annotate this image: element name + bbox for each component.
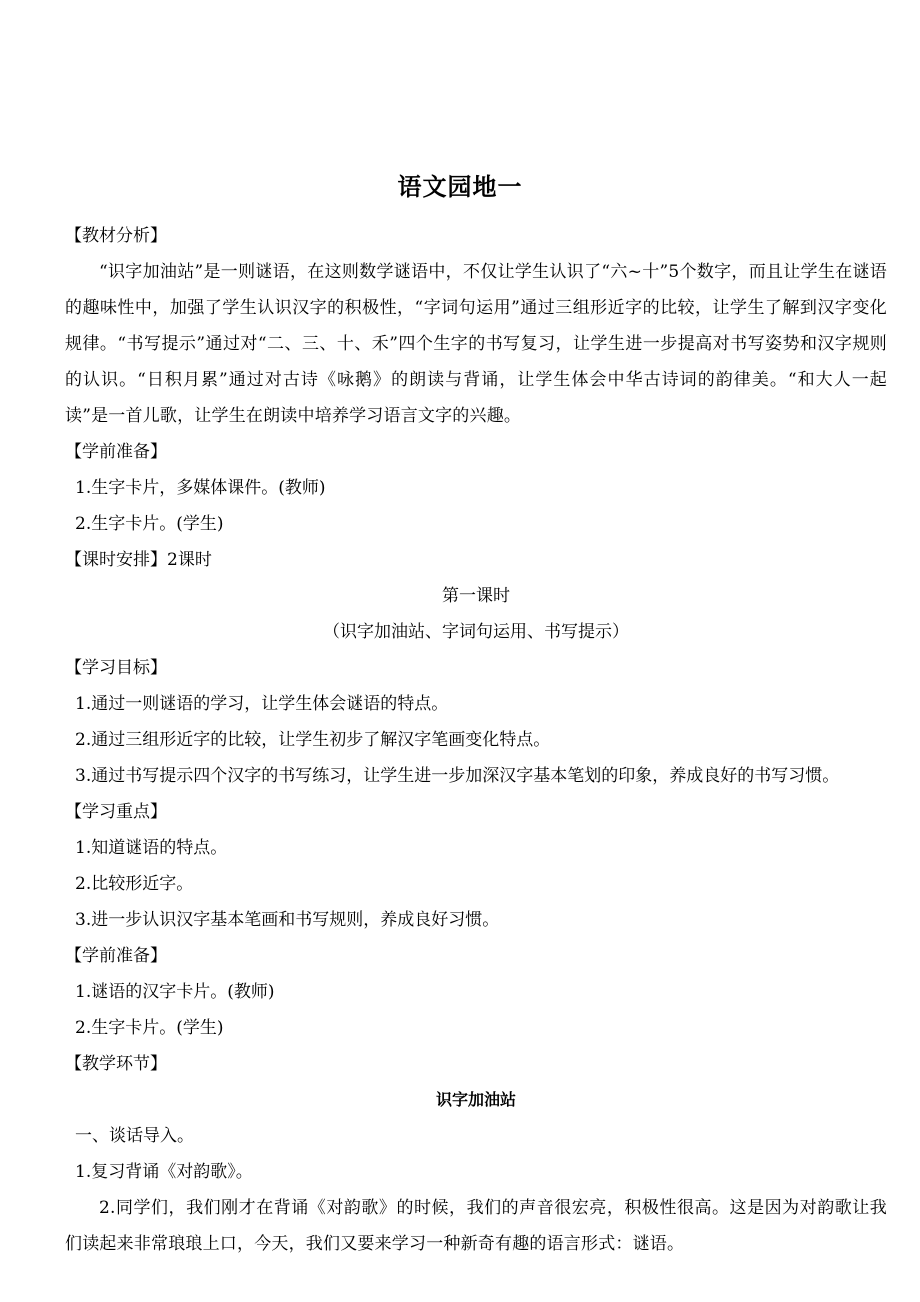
goal-item: 1.通过一则谜语的学习，让学生体会谜语的特点。 — [75, 694, 449, 714]
focus-item: 1.知道谜语的特点。 — [75, 838, 228, 858]
steps-heading: 【教学环节】 — [65, 1054, 167, 1074]
analysis-heading: 【教材分析】 — [65, 226, 167, 246]
focus-heading: 【学习重点】 — [65, 802, 167, 822]
steps-subtitle: 识字加油站 — [435, 1090, 516, 1109]
prep-item-2: 1.谜语的汉字卡片。(教师) — [75, 982, 275, 1002]
document-title: 语文园地一 — [397, 173, 523, 201]
step-item: 一、谈话导入。 — [75, 1126, 194, 1146]
lesson-subtitle: （识字加油站、字词句运用、书写提示） — [323, 622, 629, 642]
prep-item: 2.生字卡片。(学生) — [75, 514, 224, 534]
goal-item: 3.通过书写提示四个汉字的书写练习，让学生进一步加深汉字基本笔划的印象，养成良好的书写习惯。 — [75, 766, 840, 786]
focus-item: 2.比较形近字。 — [75, 874, 194, 894]
prep-heading-2: 【学前准备】 — [65, 946, 167, 966]
lesson-title: 第一课时 — [442, 586, 510, 606]
document-body — [65, 218, 887, 1262]
goal-item: 2.通过三组形近字的比较，让学生初步了解汉字笔画变化特点。 — [75, 730, 551, 750]
prep-item-2: 2.生字卡片。(学生) — [75, 1018, 224, 1038]
focus-item: 3.进一步认识汉字基本笔画和书写规则，养成良好习惯。 — [75, 910, 500, 930]
step-paragraph: 2.同学们，我们刚才在背诵《对韵歌》的时候，我们的声音很宏亮，积极性很高。这是因为对韵歌让我们读起来非常琅琅上口，今天，我们又要来学习一种新奇有趣的语言形式：谜语。 — [65, 1198, 887, 1254]
goals-heading: 【学习目标】 — [65, 658, 167, 678]
prep-item: 1.生字卡片，多媒体课件。(教师) — [75, 478, 326, 498]
analysis-paragraph: “识字加油站”是一则谜语，在这则数学谜语中，不仅让学生认识了“六~十”5个数字，而且让学生在谜语的趣味性中，加强了学生认识汉字的积极性，“字词句运用”通过三组形近字的比较，让学生了解到汉字变化规律。“书写提示”通过对“二、三、十、禾”四个生字的书写复习，让学生进一步提高对书写姿势和汉字规则的认识。“日积月累”通过对古诗《咏鹅》的朗读与背诵，让学生体会中华古诗词的韵律美。“和大人一起读”是一首儿歌，让学生在朗读中培养学习语言文字的兴趣。 — [65, 262, 887, 426]
step-item: 1.复习背诵《对韵歌》。 — [75, 1162, 253, 1182]
schedule-line: 【课时安排】2课时 — [65, 550, 212, 570]
prep-heading: 【学前准备】 — [65, 442, 167, 462]
